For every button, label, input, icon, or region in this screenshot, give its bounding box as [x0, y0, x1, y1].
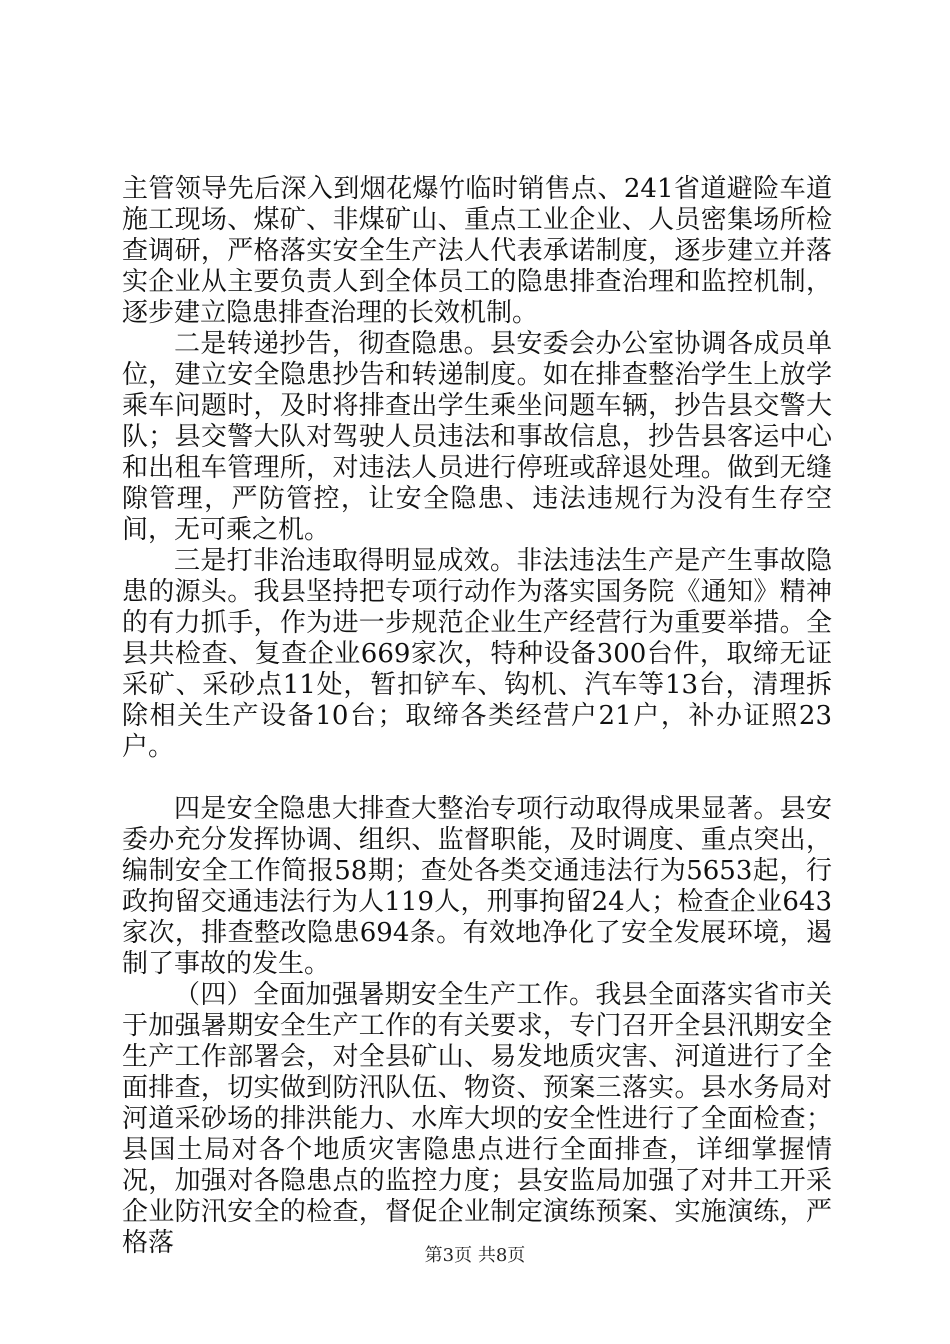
paragraph-item-three: 三是打非治违取得明显成效。非法违法生产是产生事故隐患的源头。我县坚持把专项行动作为落实国务院《通知》精神的有力抓手，作为进一步规范企业生产经营行为重要举措。全县共检查、复查企业669家次，特种设备300台件，取缔无证采矿、采砂点11处，暂扣铲车、钩机、汽车等13台，清理拆除相关生产设备10台；取缔各类经营户21户，补办证照23户。 [122, 546, 832, 762]
paragraph-section-four: （四）全面加强暑期安全生产工作。我县全面落实省市关于加强暑期安全生产工作的有关要求，专门召开全县汛期安全生产工作部署会，对全县矿山、易发地质灾害、河道进行了全面排查，切实做到防汛队伍、物资、预案三落实。县水务局对河道采砂场的排洪能力、水库大坝的安全性进行了全面检查；县国土局对各个地质灾害隐患点进行全面排查，详细掌握情况，加强对各隐患点的监控力度；县安监局加强了对井工开采企业防汛安全的检查，督促企业制定演练预案、实施演练，严格落 [122, 980, 832, 1258]
document-body [122, 174, 832, 1259]
paragraph-item-four: 四是安全隐患大排查大整治专项行动取得成果显著。县安委办充分发挥协调、组织、监督职能，及时调度、重点突出，编制安全工作简报58期；查处各类交通违法行为5653起，行政拘留交通违法行为人119人，刑事拘留24人；检查企业643家次，排查整改隐患694条。有效地净化了安全发展环境，遏制了事故的发生。 [122, 794, 832, 979]
paragraph-continuation: 主管领导先后深入到烟花爆竹临时销售点、241省道避险车道施工现场、煤矿、非煤矿山、重点工业企业、人员密集场所检查调研，严格落实安全生产法人代表承诺制度，逐步建立并落实企业从主要负责人到全体员工的隐患排查治理和监控机制，逐步建立隐患排查治理的长效机制。 [122, 174, 832, 328]
paragraph-item-two: 二是转递抄告，彻查隐患。县安委会办公室协调各成员单位，建立安全隐患抄告和转递制度。如在排查整治学生上放学乘车问题时，及时将排查出学生乘坐问题车辆，抄告县交警大队；县交警大队对驾驶人员违法和事故信息，抄告县客运中心和出租车管理所，对违法人员进行停班或辞退处理。做到无缝隙管理，严防管控，让安全隐患、违法违规行为没有生存空间，无可乘之机。 [122, 329, 832, 545]
paragraph-gap [122, 763, 832, 794]
page-footer: 第3页 共8页 [424, 1245, 526, 1266]
